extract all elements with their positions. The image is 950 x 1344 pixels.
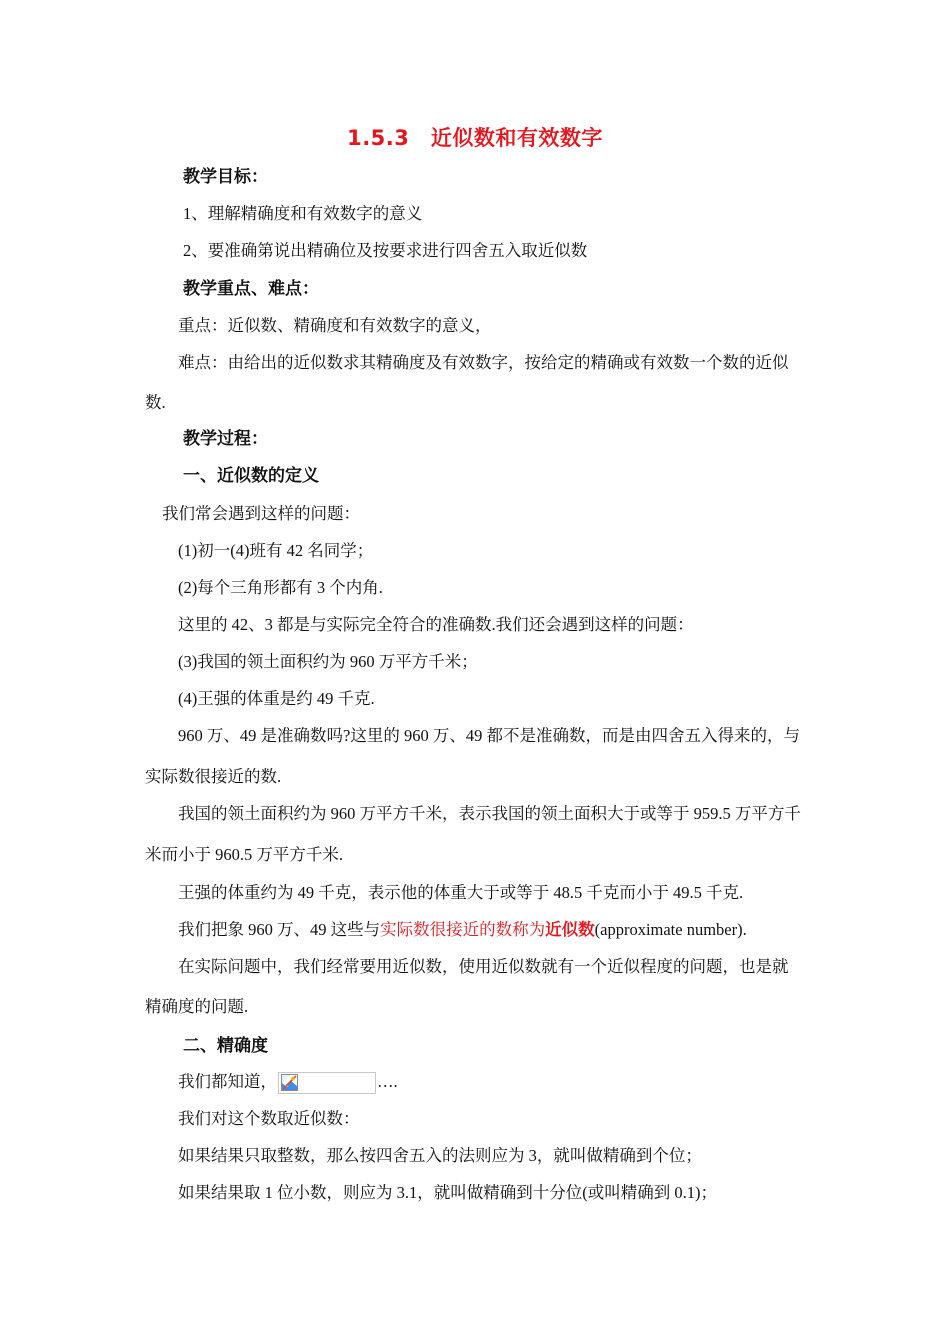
- definition-term: 近似数: [545, 920, 595, 939]
- key-points-heading: 教学重点、难点：: [183, 279, 319, 299]
- rule-2: 如果结果取 1 位小数，则应为 3.1，就叫做精确到十分位(或叫精确到 0.1)；: [178, 1183, 717, 1202]
- paragraph-3: 王强的体重约为 49 千克，表示他的体重大于或等于 48.5 千克而小于 49.5 千克.: [178, 883, 744, 902]
- paragraph-4-line2: 精确度的问题.: [145, 997, 249, 1016]
- example-1: (1)初一(4)班有 42 名同学；: [178, 541, 374, 560]
- section1-intro: 我们常会遇到这样的问题：: [162, 504, 360, 523]
- definition-prefix: 我们把象 960 万、49 这些与: [178, 920, 381, 939]
- example-4: (4)王强的体重是约 49 千克.: [178, 689, 375, 708]
- document-title: 1.5.3 近似数和有效数字: [347, 126, 603, 150]
- example-2: (2)每个三角形都有 3 个内角.: [178, 578, 383, 597]
- objectives-heading: 教学目标：: [183, 167, 268, 187]
- focus-text: 重点：近似数、精确度和有效数字的意义，: [178, 316, 492, 335]
- process-heading: 教学过程：: [183, 429, 268, 449]
- section1-heading: 一、近似数的定义: [183, 466, 319, 486]
- pi-suffix: ….: [377, 1072, 398, 1091]
- definition-sentence: [178, 919, 747, 941]
- section2-heading: 二、精确度: [183, 1036, 268, 1056]
- example-3: (3)我国的领土面积约为 960 万平方千米；: [178, 652, 478, 671]
- objective-item-2: 2、要准确第说出精确位及按要求进行四舍五入取近似数: [183, 241, 588, 260]
- definition-suffix: (approximate number).: [594, 920, 747, 939]
- objective-item-1: 1、理解精确度和有效数字的意义: [183, 204, 423, 223]
- paragraph-2-line1: 我国的领土面积约为 960 万平方千米，表示我国的领土面积大于或等于 959.5 万平方千: [178, 804, 801, 823]
- approx-intro: 我们对这个数取近似数：: [178, 1109, 360, 1128]
- paragraph-1-line2: 实际数很接近的数.: [145, 767, 282, 786]
- broken-image-placeholder: [278, 1072, 376, 1094]
- pi-prefix: 我们都知道，: [178, 1072, 277, 1091]
- paragraph-2-line2: 米而小于 960.5 万平方千米.: [145, 845, 343, 864]
- exact-number-note: 这里的 42、3 都是与实际完全符合的准确数.我们还会遇到这样的问题：: [178, 615, 694, 634]
- definition-highlight: 实际数很接近的数称为: [380, 920, 546, 939]
- difficulty-text-line1: 难点：由给出的近似数求其精确度及有效数字，按给定的精确或有效数一个数的近似: [178, 353, 789, 372]
- broken-image-icon: [281, 1074, 298, 1091]
- rule-1: 如果结果只取整数，那么按四舍五入的法则应为 3，就叫做精确到个位；: [178, 1146, 702, 1165]
- paragraph-1-line1: 960 万、49 是准确数吗?这里的 960 万、49 都不是准确数，而是由四舍五入得来的，与: [178, 726, 800, 745]
- difficulty-text-line2: 数.: [145, 393, 166, 412]
- paragraph-4-line1: 在实际问题中，我们经常要用近似数，使用近似数就有一个近似程度的问题，也是就: [178, 957, 789, 976]
- pi-sentence: [178, 1071, 398, 1094]
